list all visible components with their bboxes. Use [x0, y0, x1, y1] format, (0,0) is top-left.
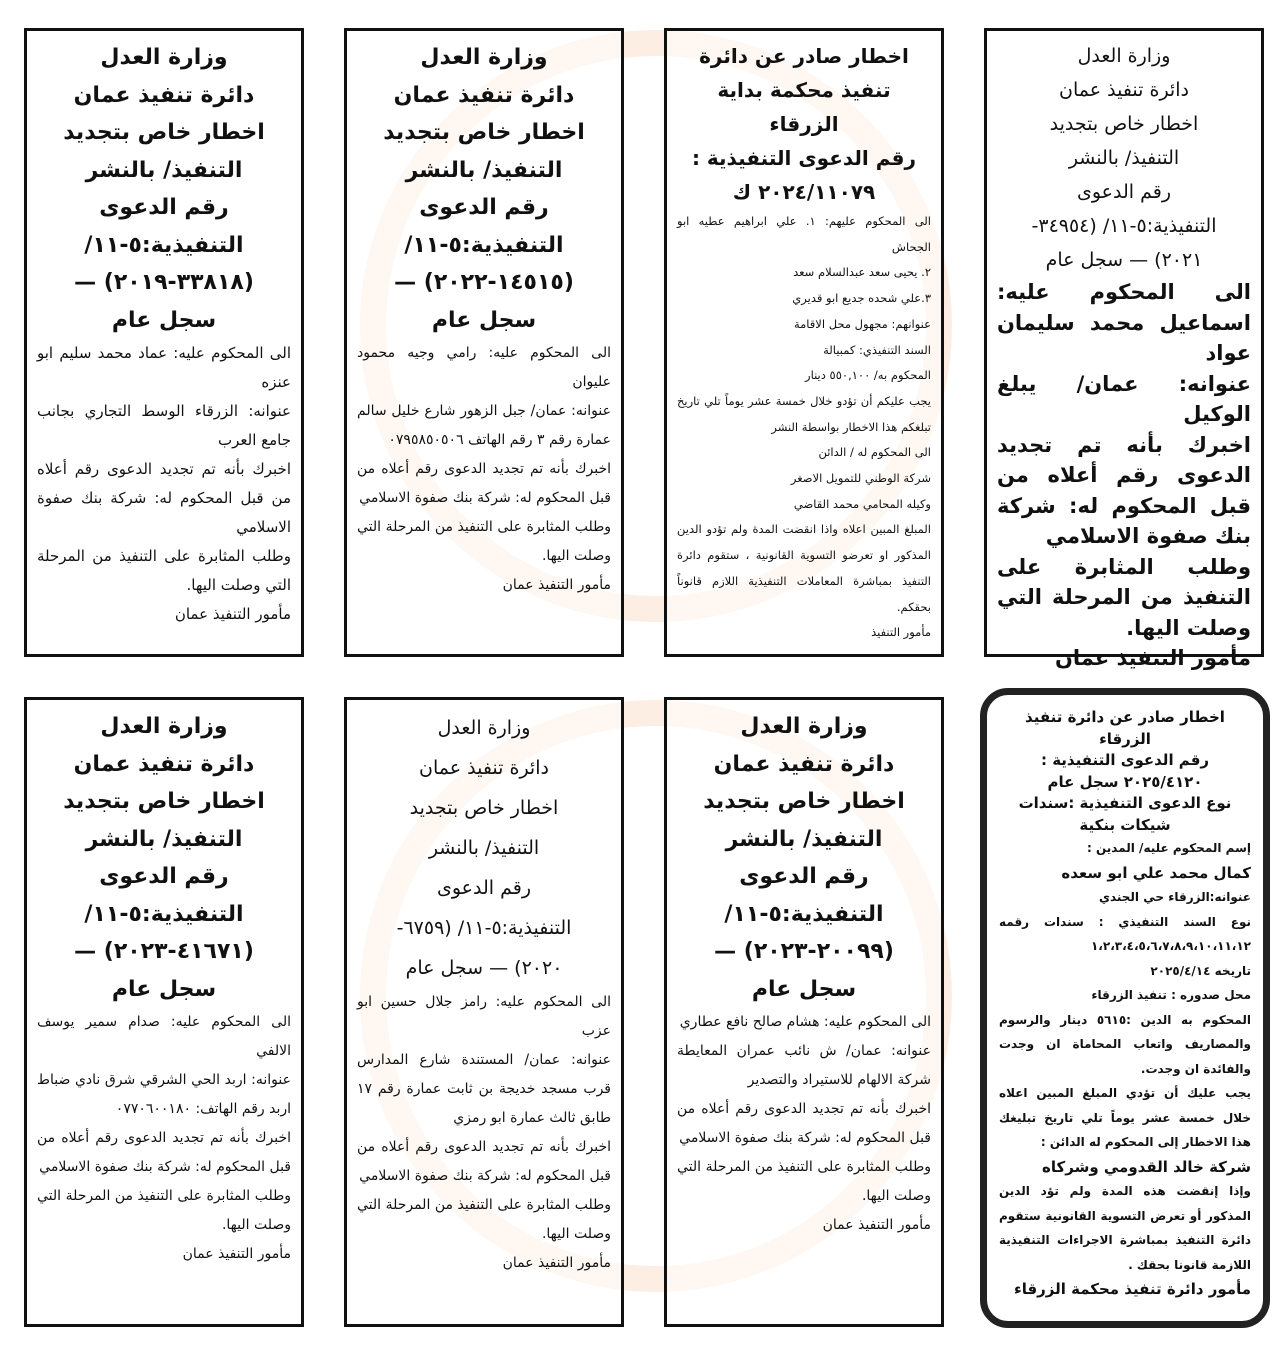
notice-paragraph: عنوانهم: مجهول محل الاقامة: [793, 316, 931, 331]
notice-heading-line: وزارة العدل: [1077, 45, 1171, 67]
notice-heading-line: التنفيذية:٥-١١/ (٣٤٩٥٤-: [1031, 215, 1217, 237]
notice-heading: [997, 39, 1251, 277]
notice-heading-line: التنفيذ/ بالنشر: [85, 157, 243, 183]
notice-heading-line: رقم الدعوى التنفيذية :: [1040, 751, 1210, 769]
notice-paragraph: الى المحكوم عليه: صدام سمير يوسف الالفي: [37, 1014, 291, 1059]
notice-paragraph: كمال محمد علي ابو سعده: [1061, 863, 1251, 882]
notice-heading-line: وزارة العدل: [420, 45, 548, 70]
notice-heading-line: دائرة تنفيذ عمان: [73, 751, 255, 777]
notice-paragraph: عنوانه: الزرقاء الوسط التجاري بجانب جامع العرب: [37, 402, 291, 449]
legal-notice: [664, 28, 944, 657]
notice-heading: [999, 707, 1251, 836]
notice-paragraph: الى المحكوم عليه: عماد محمد سليم ابو عنزه: [37, 344, 291, 391]
legal-notice: [24, 28, 304, 657]
notice-heading: [357, 39, 611, 339]
notice-paragraph: عنوانه:الزرقاء حي الجندي: [1098, 890, 1251, 904]
notice-paragraph: السند التنفيذي: كمبيالة: [823, 342, 931, 357]
notice-paragraph: عنوانه: عمان/ ش نائب عمران المعايطة شركة الالهام للاستيراد والتصدير: [677, 1043, 931, 1088]
notice-heading-line: رقم الدعوى: [99, 864, 229, 889]
notice-body: [999, 836, 1251, 1302]
notice-paragraph: وطلب المثابرة على التنفيذ من المرحلة التي وصلت اليها.: [997, 554, 1251, 640]
notice-body: [677, 1008, 931, 1240]
notice-paragraph: ٣.علي شحده جديع ابو قديري: [792, 291, 931, 306]
notice-paragraph: عنوانه: عمان/ جبل الزهور شارع خليل سالم عمارة رقم ٣ رقم الهاتف ٠٧٩٥٨٥٠٥٠٦: [357, 403, 611, 448]
notice-heading-line: ٢٠٢١) — سجل عام: [1045, 249, 1203, 271]
notice-heading-line: وزارة العدل: [100, 714, 228, 739]
notice-paragraph: وطلب المثابرة على التنفيذ من المرحلة التي وصلت اليها.: [357, 1197, 611, 1242]
notice-signature: مأمور دائرة تنفيذ محكمة الزرقاء: [1014, 1280, 1251, 1298]
notice-paragraph: تاريخه ٢٠٢٥/٤/١٤: [1150, 963, 1251, 978]
notice-heading-line: اخطار خاص بتجديد: [63, 120, 265, 145]
notice-heading-line: اخطار خاص بتجديد: [383, 120, 585, 145]
notice-heading-line: وزارة العدل: [100, 45, 228, 70]
notice-heading-line: دائرة تنفيذ عمان: [393, 82, 575, 108]
notice-body: [997, 277, 1251, 674]
notice-paragraph: وطلب المثابرة على التنفيذ من المرحلة التي وصلت اليها.: [37, 547, 291, 594]
legal-notice: [980, 688, 1270, 1328]
notice-paragraph: إسم المحكوم عليه/ المدين :: [1087, 841, 1251, 855]
notice-paragraph: وطلب المثابرة على التنفيذ من المرحلة التي وصلت اليها.: [37, 1188, 291, 1233]
notice-signature: مأمور التنفيذ عمان: [1054, 646, 1251, 670]
notice-paragraph: محل صدوره : تنفيذ الزرقاء: [1091, 988, 1251, 1002]
notice-paragraph: الى المحكوم عليهم: ١. علي ابراهيم عطيه ابو الجحاش: [677, 214, 931, 254]
notice-heading-line: اخطار صادر عن دائرة: [699, 44, 909, 68]
notice-heading-line: رقم الدعوى: [99, 195, 229, 220]
notice-body: [37, 339, 291, 629]
notice-signature: مأمور التنفيذ عمان: [502, 577, 611, 593]
notice-paragraph: الى المحكوم عليه: هشام صالح نافع عطاري: [679, 1014, 931, 1030]
notice-paragraph: يجب عليك أن تؤدي المبلغ المبين اعلاه خلال خمسة عشر يوماً تلي تاريخ تبليغك هذا الاخطار إلى المحكوم له الدائن :: [999, 1086, 1251, 1149]
notice-heading-line: رقم الدعوى: [419, 195, 549, 220]
notice-heading: [677, 708, 931, 1008]
notice-heading-line: نوع الدعوى التنفيذية :سندات شيكات بنكية: [1018, 794, 1232, 834]
notice-heading-line: التنفيذ/ بالنشر: [85, 826, 243, 852]
notice-signature: مأمور التنفيذ عمان: [174, 605, 291, 623]
notice-paragraph: اخبرك بأنه تم تجديد الدعوى رقم أعلاه من قبل المحكوم له: شركة بنك صفوة الاسلامي: [677, 1101, 931, 1146]
notice-heading-line: دائرة تنفيذ عمان: [419, 757, 549, 779]
notice-heading-line: التنفيذية:٥-١١/ (٦٧٥٩-: [396, 917, 572, 939]
notice-heading-line: اخطار صادر عن دائرة تنفيذ الزرقاء: [1025, 708, 1225, 748]
notice-heading-line: (٢٠٠٩٩-٢٠٢٣) —: [714, 939, 894, 964]
legal-notice: [344, 28, 624, 657]
notice-heading-line: (٣٣٨١٨-٢٠١٩) —: [74, 270, 254, 295]
notice-signature: مأمور التنفيذ: [871, 625, 931, 640]
notice-body: [677, 209, 931, 646]
notice-heading-line: وزارة العدل: [740, 714, 868, 739]
notice-paragraph: عنوانه: اربد الحي الشرقي شرق نادي ضباط اربد رقم الهاتف: ٠٧٧٠٦٠٠١٨٠: [37, 1072, 291, 1117]
notice-paragraph: اخبرك بأنه تم تجديد الدعوى رقم أعلاه من قبل المحكوم له: شركة بنك صفوة الاسلامي: [997, 432, 1251, 548]
notice-heading-line: التنفيذية:٥-١١/: [84, 901, 244, 927]
notice-heading-line: دائرة تنفيذ عمان: [73, 82, 255, 108]
notice-paragraph: نوع السند التنفيذي : سندات رقمه ١،٢،٣،٤،٥،٦،٧،٨،٩،١٠،١١،١٢: [999, 914, 1251, 953]
notice-paragraph: المحكوم به الدين :٥٦١٥ دينار والرسوم والمصاريف واتعاب المحاماة ان وجدت والفائدة ان وجدت.: [999, 1012, 1251, 1076]
notice-paragraph: اخبرك بأنه تم تجديد الدعوى رقم أعلاه من قبل المحكوم له: شركة بنك صفوة الاسلامي: [357, 461, 611, 506]
notice-heading-line: التنفيذية:٥-١١/: [724, 901, 884, 927]
notice-heading-line: (١٤٥١٥-٢٠٢٢) —: [394, 270, 574, 295]
notice-heading-line: التنفيذ/ بالنشر: [725, 826, 883, 852]
notice-heading-line: ٢٠٢٥/٤١٢٠ سجل عام: [1047, 772, 1203, 791]
notice-heading-line: رقم الدعوى التنفيذية :: [691, 146, 917, 170]
notice-heading-line: ٢٠٢٠) — سجل عام: [405, 957, 563, 979]
legal-notice: [344, 697, 624, 1327]
notice-heading-line: التنفيذ/ بالنشر: [428, 837, 540, 859]
legal-notice: [24, 697, 304, 1327]
notice-paragraph: وطلب المثابرة على التنفيذ من المرحلة التي وصلت اليها.: [357, 519, 611, 564]
notice-heading-line: التنفيذ/ بالنشر: [405, 157, 563, 183]
notice-heading: [677, 39, 931, 209]
notice-heading-line: رقم الدعوى: [1076, 181, 1171, 203]
notice-paragraph: وطلب المثابرة على التنفيذ من المرحلة التي وصلت اليها.: [677, 1159, 931, 1204]
notice-heading-line: اخطار خاص بتجديد: [63, 789, 265, 814]
notice-paragraph: عنوانه: عمان/ يبلغ الوكيل: [997, 371, 1251, 426]
notice-paragraph: شركة خالد القدومي وشركاه: [1042, 1157, 1251, 1176]
notice-signature: مأمور التنفيذ عمان: [182, 1246, 291, 1262]
notice-heading-line: وزارة العدل: [437, 717, 531, 739]
notice-paragraph: الى المحكوم عليه: رامز جلال حسين ابو عزب: [357, 994, 611, 1039]
notice-heading-line: اخطار خاص بتجديد: [703, 789, 905, 814]
notice-heading-line: (٤١٦٧١-٢٠٢٣) —: [74, 939, 254, 964]
notice-body: [37, 1008, 291, 1269]
notice-paragraph: اخبرك بأنه تم تجديد الدعوى رقم أعلاه من قبل المحكوم له: شركة بنك صفوة الاسلامي: [357, 1139, 611, 1184]
notice-heading-line: سجل عام: [431, 307, 537, 333]
notice-paragraph: اخبرك بأنه تم تجديد الدعوى رقم أعلاه من قبل المحكوم له: شركة بنك صفوة الاسلامي: [37, 460, 291, 536]
notice-paragraph: المبلغ المبين اعلاه واذا انقضت المدة ولم تؤدو الدين المذكور او تعرضو التسوية القانونية ، ستقوم دائرة التنفيذ بمباشرة المعاملات التنفيذية اللازم قانوناً بحقكم.: [677, 522, 931, 614]
notice-heading-line: سجل عام: [111, 307, 217, 333]
notice-signature: مأمور التنفيذ عمان: [502, 1255, 611, 1271]
legal-notice: [984, 28, 1264, 670]
notice-heading-line: سجل عام: [751, 976, 857, 1002]
notice-heading: [37, 708, 291, 1008]
notice-heading-line: اخطار خاص بتجديد: [409, 797, 559, 819]
notice-paragraph: الى المحكوم عليه: رامي وجيه محمود عليوان: [357, 345, 611, 390]
notice-paragraph: شركة الوطني للتمويل الاصغر: [790, 471, 931, 486]
notice-body: [357, 988, 611, 1278]
notice-heading-line: تنفيذ محكمة بداية: [717, 78, 891, 102]
notice-heading-line: رقم الدعوى: [739, 864, 869, 889]
notice-signature: مأمور التنفيذ عمان: [822, 1217, 931, 1233]
notice-paragraph: عنوانه: عمان/ المستندة شارع المدارس قرب مسجد خديجة بن ثابت عمارة رقم ١٧ طابق ثالث عمارة ابو رمزي: [357, 1052, 611, 1126]
notice-heading-line: الزرقاء: [769, 112, 839, 136]
legal-notice: [664, 697, 944, 1327]
notice-heading-line: ٢٠٢٤/١١٠٧٩ ك: [732, 180, 876, 204]
notice-heading-line: رقم الدعوى: [436, 877, 531, 899]
notice-paragraph: وكيله المحامي محمد القاضي: [793, 496, 931, 511]
notice-paragraph: الى المحكوم عليه: اسماعيل محمد سليمان عواد: [997, 280, 1251, 365]
notice-body: [357, 339, 611, 600]
notice-paragraph: وإذا إنقضت هذه المدة ولم تؤد الدين المذكور أو تعرض التسوية القانونية ستقوم دائرة التنفيذ بمباشرة الاجراءات التنفيذية اللازمة قانونا بحقك .: [999, 1184, 1251, 1272]
notice-heading-line: دائرة تنفيذ عمان: [713, 751, 895, 777]
notice-paragraph: يجب عليكم أن تؤدو خلال خمسة عشر يوماً تلي تاريخ تبلغكم هذا الاخطار بواسطة النشر: [677, 393, 931, 434]
notice-paragraph: ٢. يحيى سعد عبدالسلام سعد: [793, 265, 931, 280]
notice-heading-line: التنفيذية:٥-١١/: [404, 232, 564, 258]
notice-heading: [357, 708, 611, 988]
notice-heading-line: التنفيذية:٥-١١/: [84, 232, 244, 258]
notice-paragraph: المحكوم به/ ٥٥٠,١٠٠ دينار: [805, 368, 931, 383]
notice-heading-line: دائرة تنفيذ عمان: [1059, 79, 1189, 101]
notice-paragraph: اخبرك بأنه تم تجديد الدعوى رقم أعلاه من قبل المحكوم له: شركة بنك صفوة الاسلامي: [37, 1130, 291, 1175]
notice-heading-line: سجل عام: [111, 976, 217, 1002]
notice-heading: [37, 39, 291, 339]
notice-heading-line: اخطار خاص بتجديد: [1049, 113, 1199, 135]
notice-paragraph: الى المحكوم له / الدائن: [818, 445, 931, 460]
notice-heading-line: التنفيذ/ بالنشر: [1068, 147, 1180, 169]
